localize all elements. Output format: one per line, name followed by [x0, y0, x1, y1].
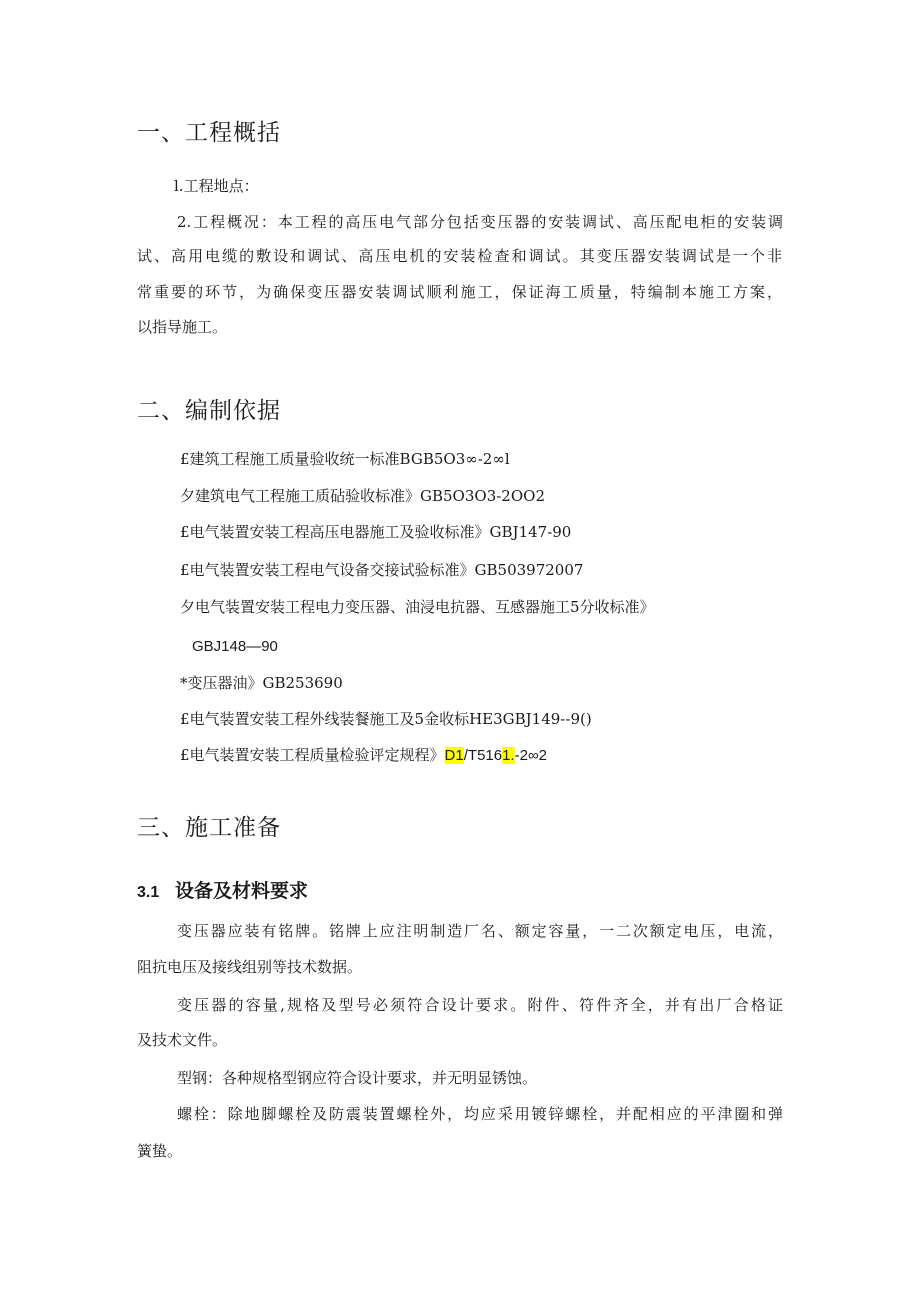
reference-item-6: *变压器油》GB253690: [180, 674, 343, 692]
reference-item-8: [180, 745, 547, 766]
section-1-overview-line-3: 常重要的环节，为确保变压器安装调试顺利施工，保证海工质量，特编制本施工方案，: [137, 283, 782, 301]
section-1-overview-line-4: 以指导施工。: [137, 318, 228, 336]
equipment-para-2-line-1: 变压器的容量,规格及型号必须符合设计要求。附件、符件齐全，并有出厂合格证: [177, 996, 783, 1014]
reference-item-4: £电气装置安装工程电气设备交接试验标准》GB503972007: [180, 561, 584, 579]
reference-item-8-code: /T516: [463, 747, 503, 764]
reference-item-2: 夕建筑电气工程施工质砧验收标准》GB5O3O3-2OO2: [180, 487, 545, 505]
section-3-title: 三、施工准备: [137, 815, 281, 841]
reference-item-7: £电气装置安装工程外线装餐施工及5金收标HE3GBJ149--9(): [180, 710, 592, 728]
subsection-title: 设备及材料要求: [175, 880, 309, 902]
subsection-number: 3.1: [137, 884, 160, 901]
section-1-title: 一、工程概括: [137, 120, 281, 146]
reference-item-8-year: -2∞2: [514, 747, 547, 764]
equipment-para-1-line-2: 阻抗电压及接线组别等技术数据。: [137, 958, 363, 976]
section-1-overview-line-2: 试、高用电缆的敷设和调试、高压电机的安装检查和调试。其变压器安装调试是一个非: [137, 247, 782, 265]
equipment-para-1-line-1: 变压器应装有铭牌。铭牌上应注明制造厂名、额定容量，一二次额定电压，电流，: [177, 922, 783, 940]
reference-item-3: £电气装置安装工程高压电器施工及验收标准》GBJ147-90: [180, 523, 572, 541]
equipment-para-4-line-1: 螺栓：除地脚螺栓及防震装置螺栓外，均应采用镀锌螺栓，并配相应的平津圈和弹: [177, 1105, 783, 1123]
section-1-overview-line-1: 2.工程概况：本工程的高压电气部分包括变压器的安装调试、高压配电柜的安装调: [177, 213, 783, 231]
section-1-item-location: l.工程地点：: [174, 177, 259, 195]
equipment-para-2-line-2: 及技术文件。: [137, 1031, 228, 1049]
highlighted-text: 1.: [502, 747, 515, 764]
equipment-para-4-line-2: 簧蛰。: [137, 1142, 183, 1160]
subsection-3-1-heading: [137, 876, 308, 903]
reference-item-1: £建筑工程施工质量验收统一标准BGB5O3∞-2∞l: [180, 450, 510, 468]
reference-item-5: 夕电气装置安装工程电力变压器、油浸电抗器、互感器施工5分收标准》: [180, 598, 655, 616]
section-2-title: 二、编制依据: [137, 398, 281, 424]
equipment-para-3: 型钢：各种规格型钢应符合设计要求，并无明显锈蚀。: [177, 1069, 538, 1087]
highlighted-text: D1: [444, 747, 464, 764]
reference-item-8-text: £电气装置安装工程质量检验评定规程》: [180, 746, 445, 764]
reference-item-5-code: GBJ148—90: [192, 638, 278, 655]
